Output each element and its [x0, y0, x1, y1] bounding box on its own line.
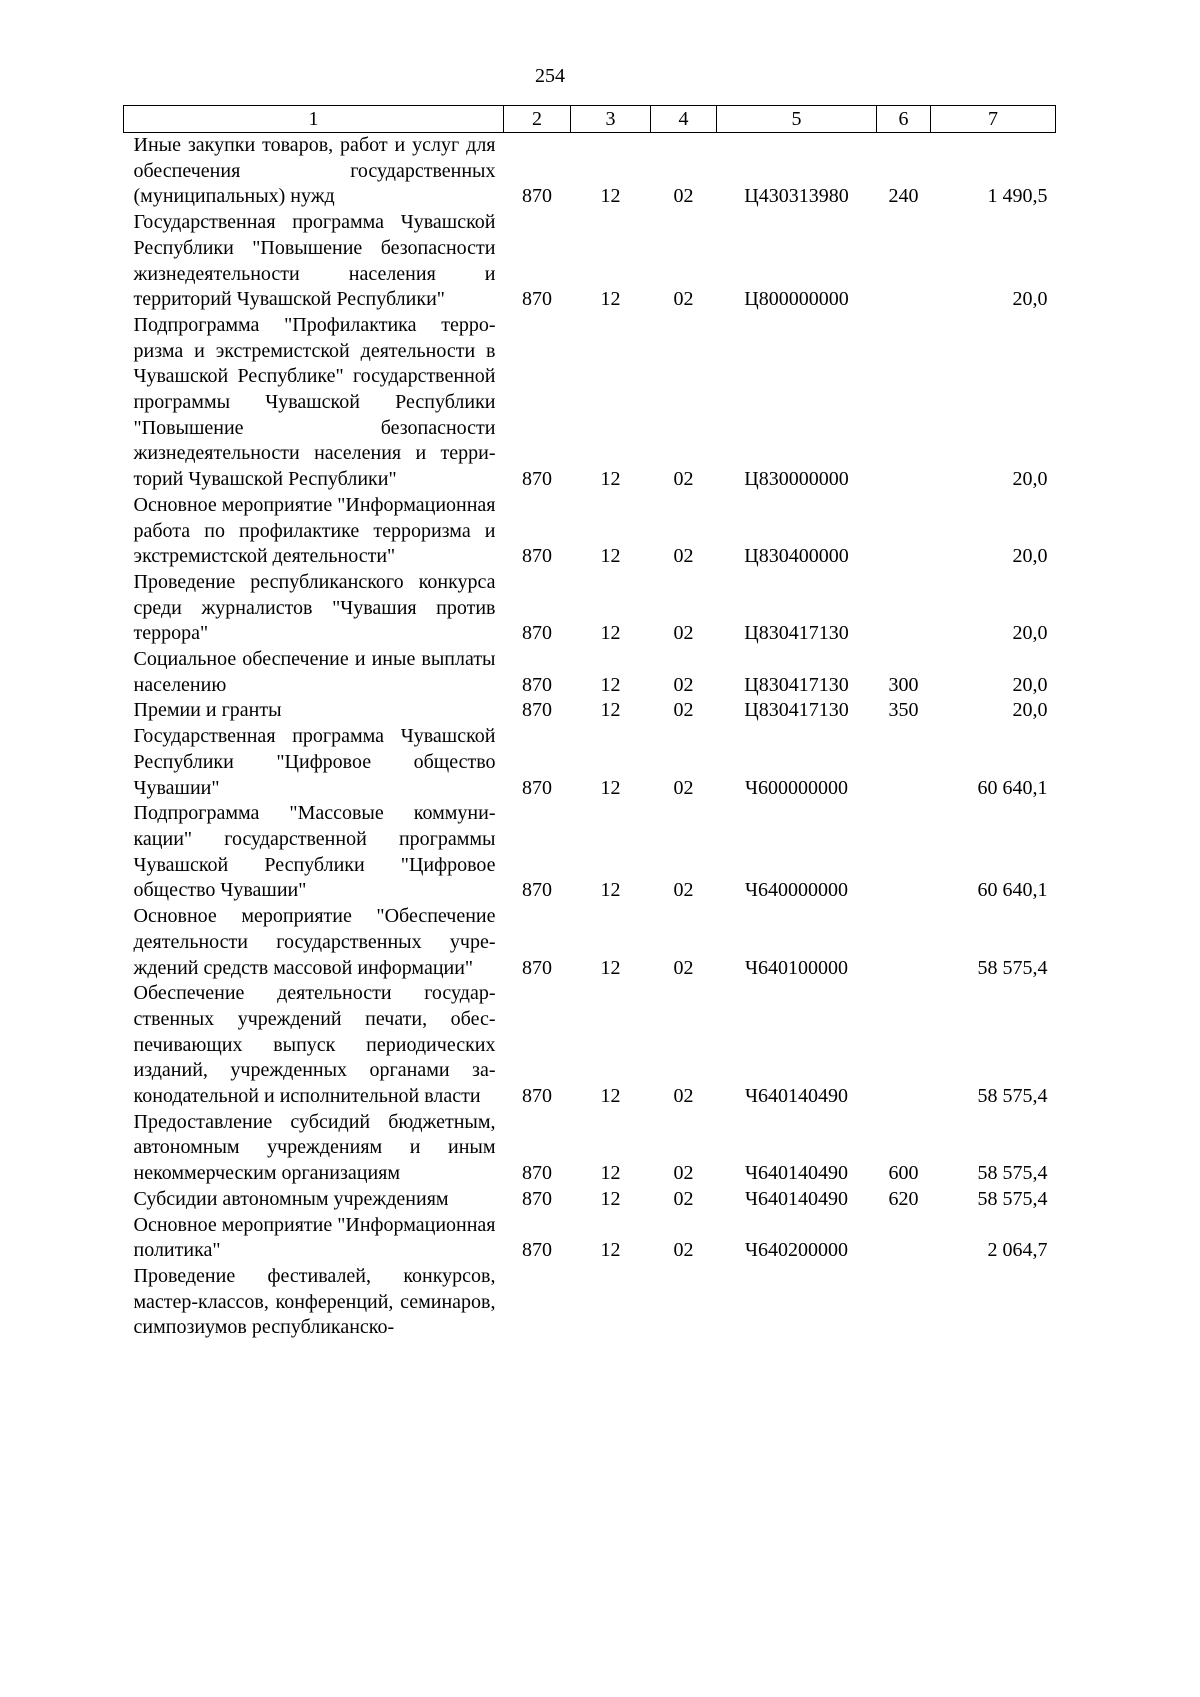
target-article-cell: Ц830417130: [744, 699, 849, 722]
code-ministry-cell: 870: [522, 776, 552, 799]
amount-cell: 58 575,4: [977, 956, 1048, 979]
description-cell: Предоставление субсидий бюджетным, автономным учреждениям и иным некоммерческим организациям: [133, 1110, 496, 1185]
subsection-cell: [651, 1264, 717, 1341]
expense-type-cell: [877, 904, 931, 981]
expense-type-cell: [877, 1264, 931, 1341]
expense-type-cell: 620: [888, 1187, 919, 1210]
subsection-cell: 02: [673, 545, 694, 568]
expense-type-cell: 600: [888, 1162, 919, 1185]
amount-cell: 58 575,4: [977, 1187, 1048, 1210]
amount-cell: [931, 1264, 1056, 1341]
table-header: [124, 106, 1056, 133]
description-cell: Премии и гранты: [133, 699, 282, 722]
table-row: [124, 724, 1056, 801]
table-row: [124, 313, 1056, 493]
subsection-cell: 02: [673, 468, 694, 491]
table-row: [124, 1110, 1056, 1187]
section-cell: 12: [600, 545, 621, 568]
amount-cell: 20,0: [1012, 699, 1048, 722]
code-ministry-cell: 870: [522, 956, 552, 979]
subsection-cell: 02: [673, 1239, 694, 1262]
subsection-cell: 02: [673, 1162, 694, 1185]
description-cell: Проведение фестивалей, конкурсов, мастер-классов, конференций, семинаров, симпозиумов республиканско-: [133, 1264, 496, 1339]
table-row: [124, 1213, 1056, 1264]
section-cell: 12: [600, 185, 621, 208]
expense-type-cell: 240: [888, 185, 919, 208]
target-article-cell: Ц430313980: [744, 185, 849, 208]
subsection-cell: 02: [673, 956, 694, 979]
description-cell: Подпрограмма "Профилактика терроризма и экстремистской деятельности в Чувашской Республике" государственной программы Чувашской Республики "Повышение безопасности жизнедеятельности населения и территорий Чувашской Республики": [133, 313, 496, 491]
subsection-cell: 02: [673, 288, 694, 311]
target-article-cell: Ч640000000: [745, 879, 848, 902]
code-ministry-cell: 870: [522, 673, 552, 696]
expense-type-cell: [877, 210, 931, 313]
section-cell: 12: [600, 1187, 621, 1210]
code-ministry-cell: 870: [522, 622, 552, 645]
subsection-cell: 02: [673, 185, 694, 208]
amount-cell: 20,0: [1012, 468, 1048, 491]
code-ministry-cell: 870: [522, 288, 552, 311]
code-ministry-cell: 870: [522, 185, 552, 208]
description-cell: Государственная программа Чувашской Республики "Цифровое общество Чувашии": [133, 725, 496, 799]
code-ministry-cell: [504, 1264, 571, 1341]
column-header-7: 7: [931, 106, 1056, 133]
description-cell: Иные закупки товаров, работ и услуг для обеспечения государственных (муниципальных) нужд: [133, 134, 496, 208]
code-ministry-cell: 870: [522, 468, 552, 491]
amount-cell: 58 575,4: [977, 1085, 1048, 1108]
table-row: [124, 801, 1056, 904]
subsection-cell: 02: [673, 879, 694, 902]
target-article-cell: Ч640140490: [745, 1085, 848, 1108]
table-body: [124, 133, 1056, 1342]
header-row: [124, 106, 1056, 133]
amount-cell: 1 490,5: [987, 185, 1048, 208]
section-cell: 12: [600, 699, 621, 722]
expense-type-cell: [877, 801, 931, 904]
target-article-cell: Ч640100000: [745, 956, 848, 979]
subsection-cell: 02: [673, 1085, 694, 1108]
expense-type-cell: [877, 570, 931, 647]
expense-type-cell: [877, 313, 931, 493]
section-cell: 12: [600, 1239, 621, 1262]
column-header-3: 3: [571, 106, 651, 133]
expense-type-cell: [877, 724, 931, 801]
target-article-cell: Ц800000000: [744, 288, 849, 311]
target-article-cell: Ц830400000: [744, 545, 849, 568]
column-header-2: 2: [504, 106, 571, 133]
expense-type-cell: [877, 981, 931, 1110]
target-article-cell: Ч600000000: [745, 776, 848, 799]
table-row: [124, 647, 1056, 698]
description-cell: Основное мероприятие "Информационная работа по профилактике терроризма и экстремистской деятельности": [133, 493, 496, 568]
column-header-1: 1: [124, 106, 504, 133]
expense-type-cell: [877, 1213, 931, 1264]
section-cell: 12: [600, 673, 621, 696]
table-row: [124, 698, 1056, 724]
section-cell: 12: [600, 1085, 621, 1108]
section-cell: 12: [600, 956, 621, 979]
target-article-cell: Ч640200000: [745, 1239, 848, 1262]
expense-type-cell: [877, 493, 931, 570]
table-row: [124, 981, 1056, 1110]
subsection-cell: 02: [673, 622, 694, 645]
code-ministry-cell: 870: [522, 1239, 552, 1262]
table-row: [124, 210, 1056, 313]
section-cell: 12: [600, 776, 621, 799]
section-cell: 12: [600, 879, 621, 902]
code-ministry-cell: 870: [522, 1187, 552, 1210]
description-cell: Подпрограмма "Массовые коммуникации" государственной программы Чувашской Республики "Цифровое общество Чувашии": [133, 802, 496, 902]
table-row: [124, 904, 1056, 981]
code-ministry-cell: 870: [522, 699, 552, 722]
amount-cell: 58 575,4: [977, 1162, 1048, 1185]
target-article-cell: Ч640140490: [745, 1187, 848, 1210]
budget-table: [123, 105, 1056, 1341]
description-cell: Основное мероприятие "Обеспечение деятельности государственных учреждений средств массовой информации": [133, 905, 496, 979]
table-row: [124, 133, 1056, 211]
column-header-4: 4: [651, 106, 717, 133]
subsection-cell: 02: [673, 699, 694, 722]
section-cell: 12: [600, 468, 621, 491]
target-article-cell: Ц830417130: [744, 673, 849, 696]
column-header-6: 6: [877, 106, 931, 133]
expense-type-cell: 300: [888, 673, 919, 696]
code-ministry-cell: 870: [522, 879, 552, 902]
amount-cell: 2 064,7: [987, 1239, 1048, 1262]
description-cell: Основное мероприятие "Информационная политика": [133, 1213, 496, 1262]
amount-cell: 20,0: [1012, 288, 1048, 311]
table-row: [124, 1264, 1056, 1341]
column-header-5: 5: [717, 106, 877, 133]
subsection-cell: 02: [673, 776, 694, 799]
page-number: 254: [535, 65, 565, 87]
table-row: [124, 1187, 1056, 1213]
amount-cell: 20,0: [1012, 673, 1048, 696]
target-article-cell: Ц830417130: [744, 622, 849, 645]
description-cell: Субсидии автономным учреждениям: [133, 1187, 449, 1210]
section-cell: [571, 1264, 651, 1341]
code-ministry-cell: 870: [522, 545, 552, 568]
amount-cell: 60 640,1: [977, 776, 1048, 799]
amount-cell: 60 640,1: [977, 879, 1048, 902]
target-article-cell: Ц830000000: [744, 468, 849, 491]
section-cell: 12: [600, 622, 621, 645]
code-ministry-cell: 870: [522, 1085, 552, 1108]
amount-cell: 20,0: [1012, 622, 1048, 645]
subsection-cell: 02: [673, 1187, 694, 1210]
target-article-cell: [717, 1264, 877, 1341]
description-cell: Обеспечение деятельности государственных учреждений печати, обеспечивающих выпуск периодических изданий, учрежденных органами законодательной и исполнительной власти: [133, 982, 496, 1108]
code-ministry-cell: 870: [522, 1162, 552, 1185]
table-row: [124, 570, 1056, 647]
description-cell: Социальное обеспечение и иные выплаты населению: [133, 648, 496, 696]
description-cell: Проведение республиканского конкурса среди журналистов "Чувашия против террора": [133, 570, 496, 645]
section-cell: 12: [600, 1162, 621, 1185]
target-article-cell: Ч640140490: [745, 1162, 848, 1185]
table-row: [124, 493, 1056, 570]
description-cell: Государственная программа Чувашской Республики "Повышение безопасности жизнедеятельности населения и территорий Чувашской Республики": [133, 211, 496, 311]
subsection-cell: 02: [673, 673, 694, 696]
amount-cell: 20,0: [1012, 545, 1048, 568]
section-cell: 12: [600, 288, 621, 311]
expense-type-cell: 350: [888, 699, 919, 722]
